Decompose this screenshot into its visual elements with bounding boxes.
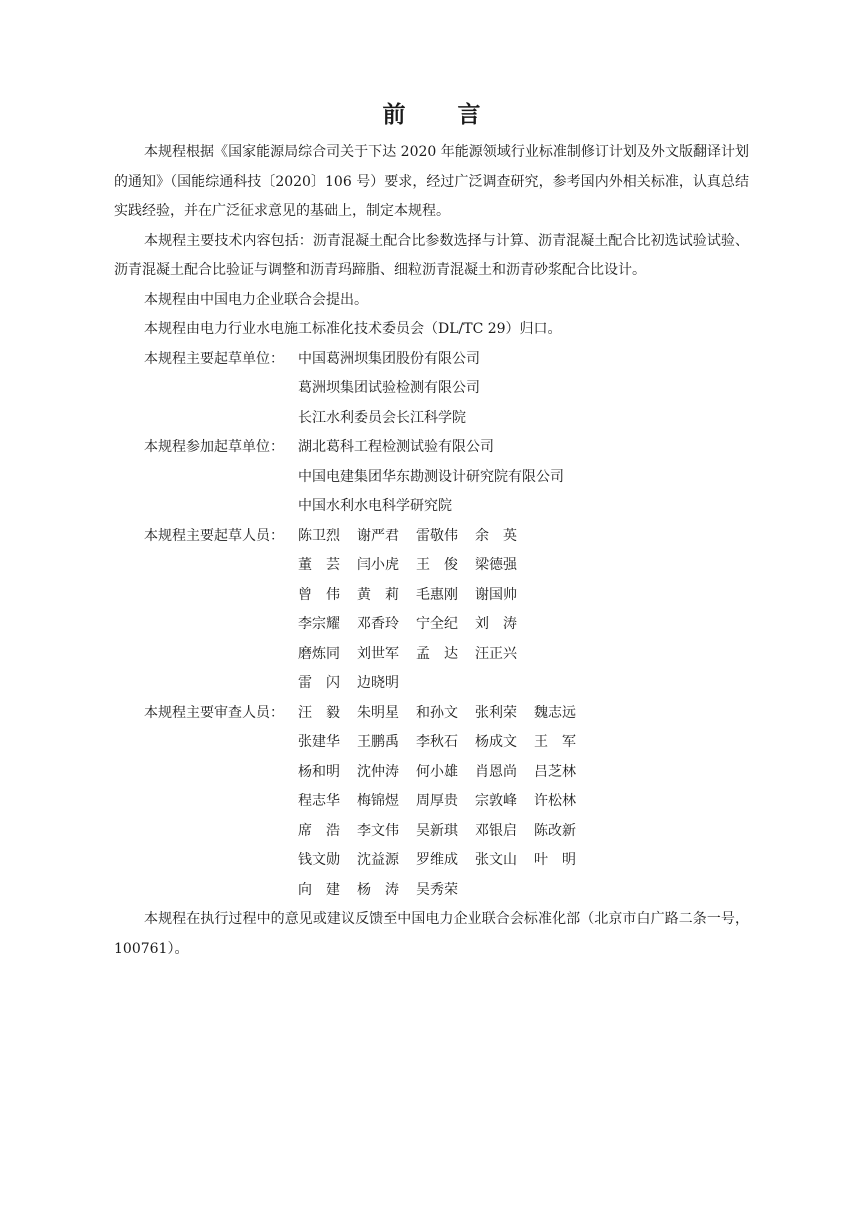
- person-name: 刘 涛: [475, 616, 517, 632]
- person-name: 宁全纪: [416, 616, 458, 632]
- unit-name: 中国葛洲坝集团股份有限公司: [298, 350, 480, 367]
- name-row: [298, 699, 749, 729]
- person-name: 何小雄: [416, 763, 458, 780]
- person-name: 席 浩: [298, 822, 340, 839]
- participating-units-label: 本规程参加起草单位：: [144, 439, 284, 455]
- person-name: 王鹏禹: [357, 734, 399, 750]
- person-name: 刘世军: [357, 645, 399, 662]
- person-name: 雷敬伟: [416, 527, 458, 544]
- name-row: [298, 640, 749, 670]
- person-name: 谢国帅: [475, 586, 517, 603]
- person-name: 杨 涛: [357, 881, 399, 898]
- person-name: 王 俊: [416, 557, 458, 573]
- person-name: 宗敦峰: [475, 793, 517, 809]
- main-drafting-units: [114, 345, 749, 434]
- person-name: 沈仲涛: [357, 763, 399, 780]
- person-name: 张利荣: [475, 704, 517, 721]
- name-row: [298, 669, 749, 699]
- name-row: [298, 610, 749, 640]
- main-drafters: [114, 522, 749, 699]
- person-name: 董 芸: [298, 557, 340, 573]
- person-name: 曾 伟: [298, 586, 340, 603]
- person-name: 汪正兴: [475, 645, 517, 662]
- person-name: 陈卫烈: [298, 527, 340, 544]
- content-paragraph: 本规程主要技术内容包括：沥青混凝土配合比参数选择与计算、沥青混凝土配合比初选试验试验、沥青混凝土配合比验证与调整和沥青玛蹄脂、细粒沥青混凝土和沥青砂浆配合比设计。: [114, 232, 749, 278]
- main-units-label: 本规程主要起草单位：: [144, 350, 284, 367]
- participating-drafting-units: [114, 433, 749, 522]
- feedback-paragraph: 本规程在执行过程中的意见或建议反馈至中国电力企业联合会标准化部（北京市白广路二条一号，100761）。: [114, 911, 749, 957]
- person-name: 许松林: [534, 793, 576, 809]
- person-name: 雷 闪: [298, 675, 340, 691]
- person-name: 吴秀荣: [416, 881, 458, 898]
- person-name: 毛惠刚: [416, 586, 458, 603]
- unit-name: 中国电建集团华东勘测设计研究院有限公司: [298, 468, 564, 485]
- person-name: 吴新琪: [416, 822, 458, 839]
- person-name: 陈改新: [534, 822, 576, 839]
- person-name: 罗维成: [416, 852, 458, 868]
- preface-page: [114, 98, 749, 964]
- drafters-list: [298, 522, 749, 699]
- name-row: [298, 758, 749, 788]
- name-row: [298, 551, 749, 581]
- person-name: 沈益源: [357, 852, 399, 868]
- person-name: 李宗耀: [298, 616, 340, 632]
- name-row: [298, 787, 749, 817]
- person-name: 汪 毅: [298, 704, 340, 721]
- person-name: 闫小虎: [357, 557, 399, 573]
- person-name: 李文伟: [357, 822, 399, 839]
- person-name: 王 军: [534, 734, 576, 750]
- person-name: 李秋石: [416, 734, 458, 750]
- person-name: 吕芝林: [534, 763, 576, 780]
- person-name: 黄 莉: [357, 586, 399, 603]
- person-name: 孟 达: [416, 645, 458, 662]
- person-name: 杨成文: [475, 734, 517, 750]
- person-name: 余 英: [475, 527, 517, 544]
- preface-title: 前 言: [382, 102, 503, 128]
- person-name: 朱明星: [357, 704, 399, 721]
- person-name: 磨炼同: [298, 645, 340, 662]
- name-row: [298, 581, 749, 611]
- unit-name: 湖北葛科工程检测试验有限公司: [298, 439, 494, 455]
- name-row: [298, 728, 749, 758]
- unit-name: 中国水利水电科学研究院: [298, 498, 452, 514]
- person-name: 叶 明: [534, 852, 576, 868]
- person-name: 梅锦煜: [357, 793, 399, 809]
- reviewers-list: [298, 699, 749, 906]
- unit-name: 葛洲坝集团试验检测有限公司: [298, 380, 480, 396]
- name-row: [298, 522, 749, 552]
- person-name: 向 建: [298, 881, 340, 898]
- unit-name: 长江水利委员会长江科学院: [298, 409, 466, 426]
- person-name: 谢严君: [357, 527, 399, 544]
- main-reviewers: [114, 699, 749, 906]
- drafters-label: 本规程主要起草人员：: [144, 527, 284, 544]
- person-name: 张文山: [475, 852, 517, 868]
- person-name: 魏志远: [534, 704, 576, 721]
- committee-paragraph: 本规程由电力行业水电施工标准化技术委员会（DL/TC 29）归口。: [144, 321, 562, 337]
- person-name: 肖恩尚: [475, 763, 517, 780]
- person-name: 钱文勋: [298, 852, 340, 868]
- person-name: 张建华: [298, 734, 340, 750]
- person-name: 邓香玲: [357, 616, 399, 632]
- reviewers-label: 本规程主要审查人员：: [144, 704, 284, 721]
- person-name: 周厚贵: [416, 793, 458, 809]
- intro-paragraph: 本规程根据《国家能源局综合司关于下达 2020 年能源领域行业标准制修订计划及外文版翻译计划的通知》（国能综通科技〔2020〕106 号）要求，经过广泛调查研究，参考国内外相关标准，认真总结实践经验，并在广泛征求意见的基础上，制定本规程。: [114, 144, 749, 219]
- name-row: [298, 846, 749, 876]
- person-name: 邓银启: [475, 822, 517, 839]
- name-row: [298, 817, 749, 847]
- person-name: 程志华: [298, 793, 340, 809]
- name-row: [298, 876, 749, 906]
- person-name: 梁德强: [475, 557, 517, 573]
- person-name: 和孙文: [416, 704, 458, 721]
- person-name: 边晓明: [357, 675, 399, 691]
- proposer-paragraph: 本规程由中国电力企业联合会提出。: [144, 291, 368, 308]
- person-name: 杨和明: [298, 763, 340, 780]
